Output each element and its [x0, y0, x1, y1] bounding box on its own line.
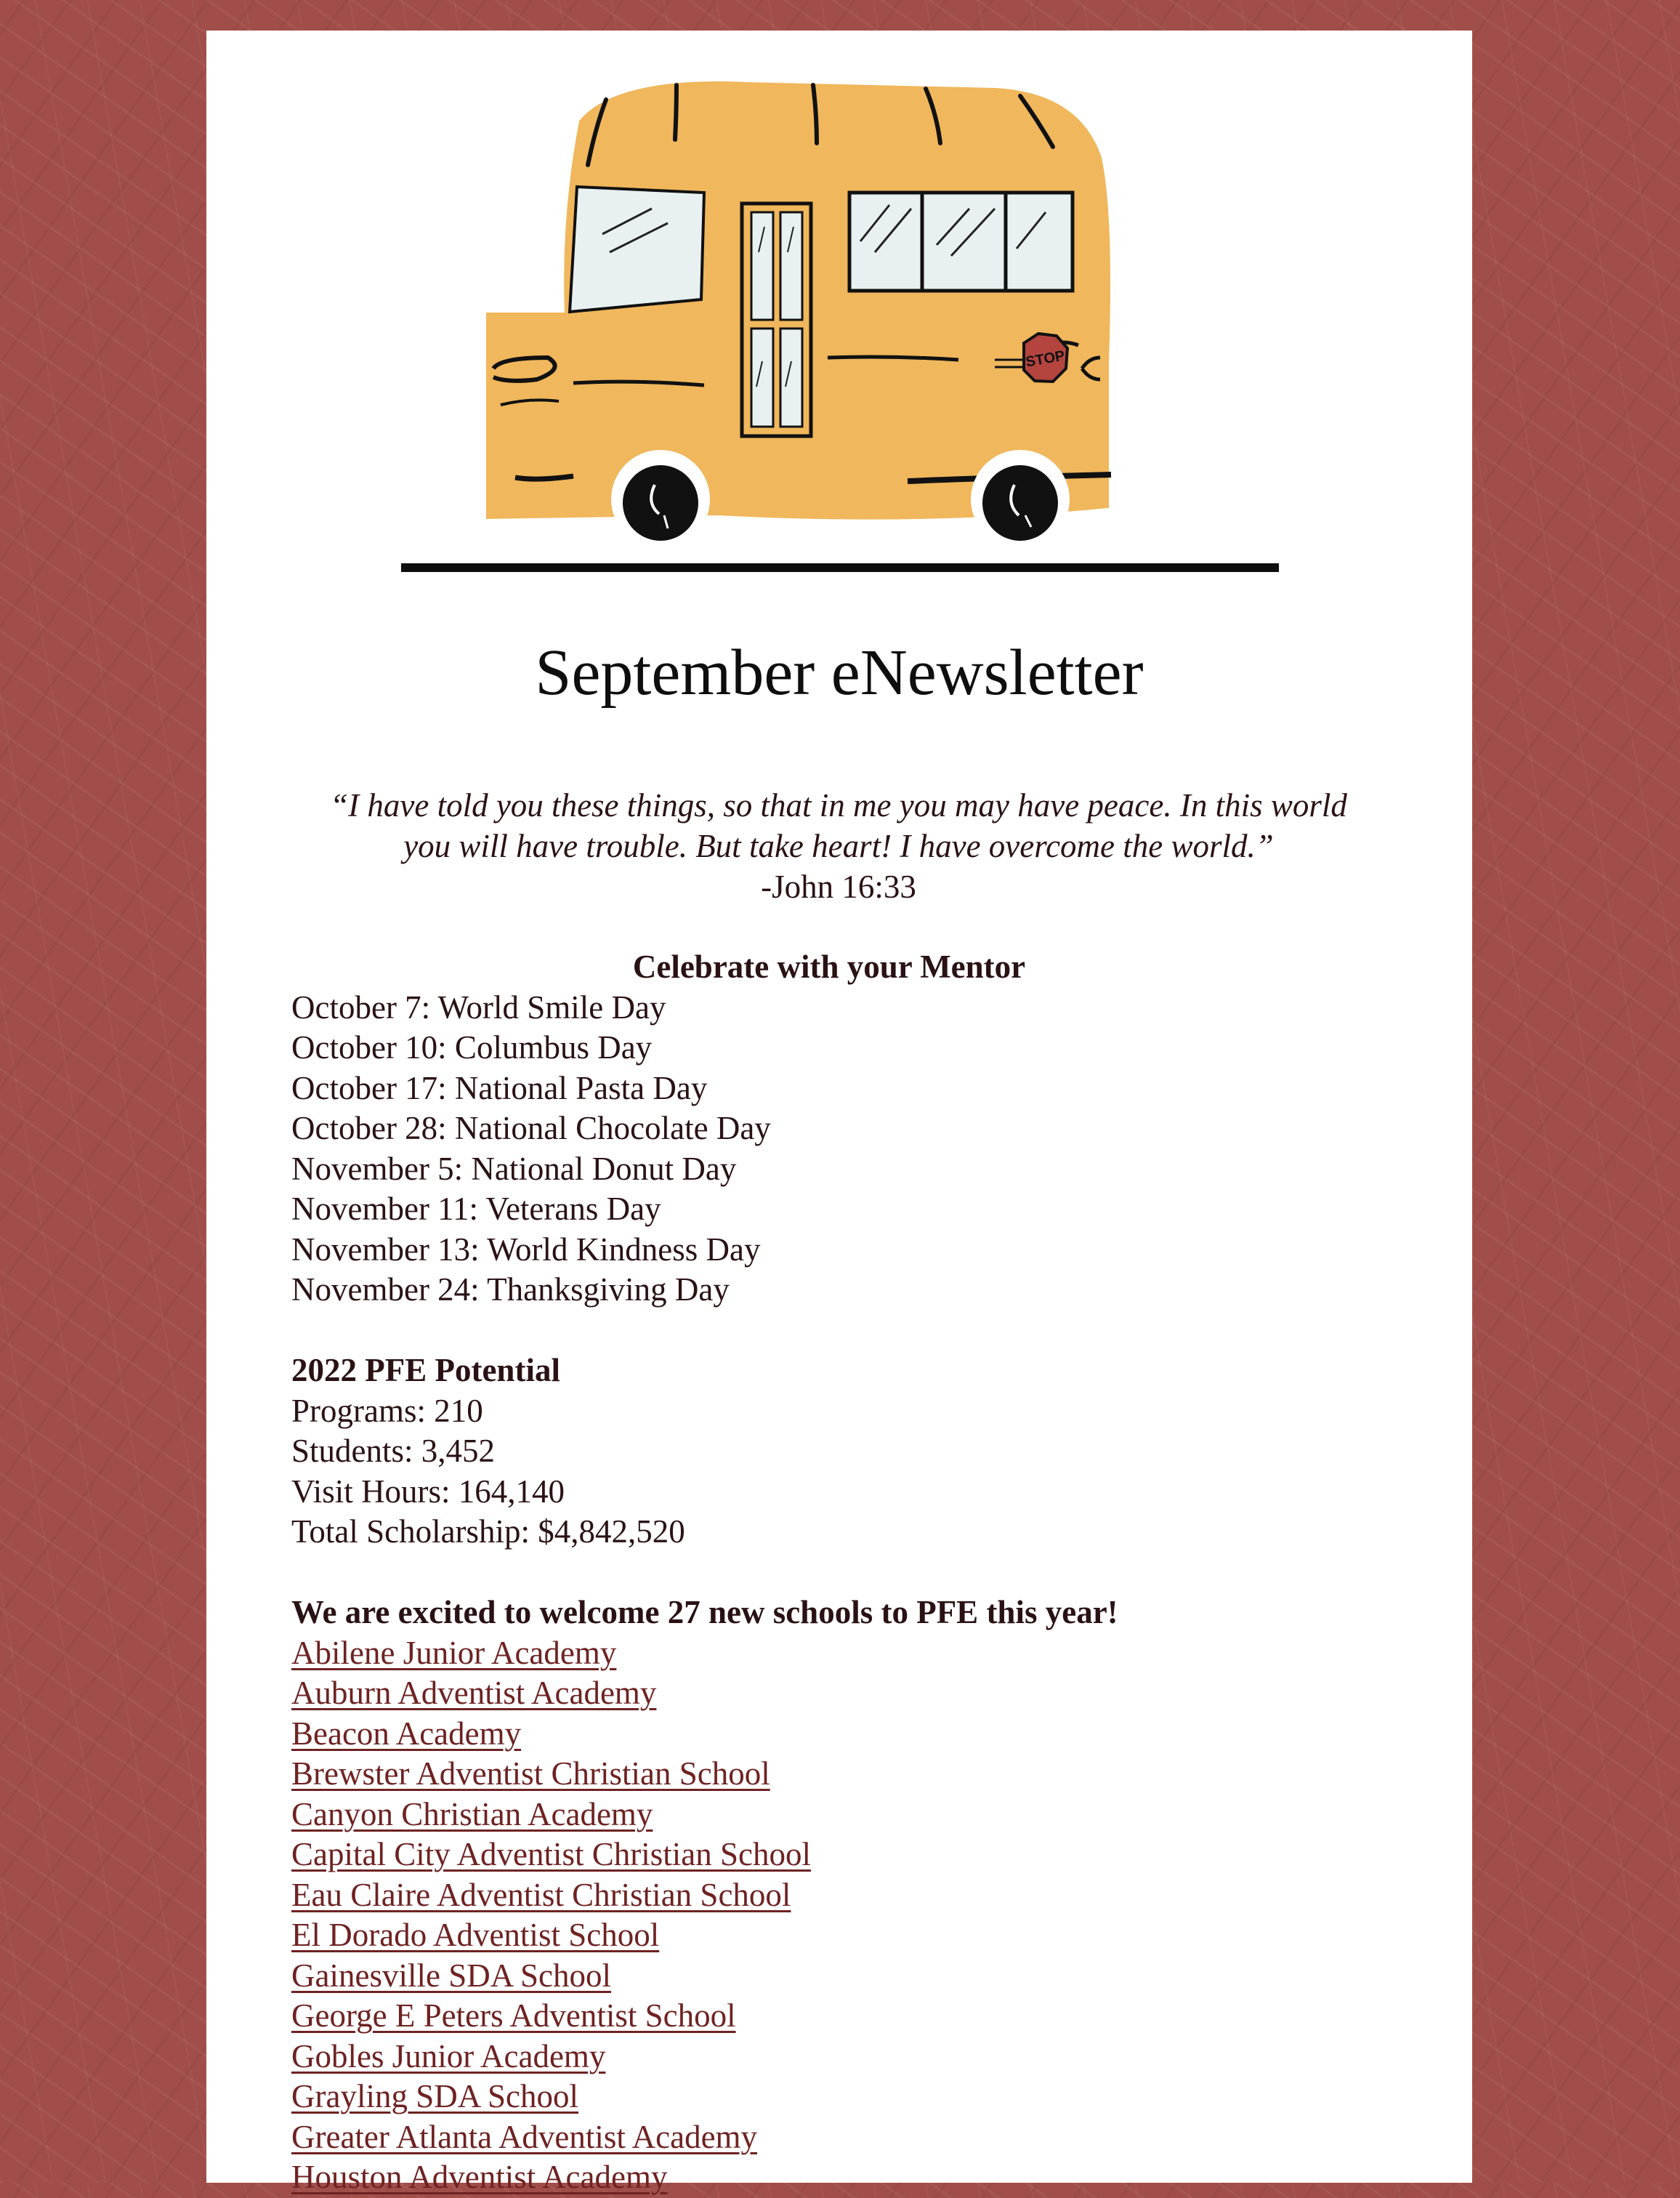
school-link[interactable]: George E Peters Adventist School — [291, 1997, 736, 2034]
school-link[interactable]: Greater Atlanta Adventist Academy — [291, 2118, 758, 2155]
celebrate-day: November 11: Veterans Day — [291, 1191, 661, 1227]
newsletter-title: September eNewsletter — [535, 637, 1144, 709]
celebrate-day: November 5: National Donut Day — [291, 1150, 737, 1187]
spacer — [291, 1311, 1396, 1351]
school-link[interactable]: Gainesville SDA School — [291, 1957, 611, 1994]
celebrate-day: October 7: World Smile Day — [291, 989, 666, 1026]
celebrate-day: November 13: World Kindness Day — [291, 1231, 761, 1268]
spacer — [291, 1553, 1396, 1593]
newsletter-page — [206, 31, 1472, 2195]
potential-heading: 2022 PFE Potential — [291, 1352, 560, 1388]
school-link[interactable]: El Dorado Adventist School — [291, 1917, 660, 1953]
school-link[interactable]: Houston Adventist Academy — [291, 2159, 668, 2195]
verse-line-2: you will have trouble. But take heart! I have overcome the world.” — [403, 828, 1274, 864]
school-link[interactable]: Auburn Adventist Academy — [291, 1675, 657, 1711]
celebrate-day: October 28: National Chocolate Day — [291, 1110, 771, 1146]
school-link[interactable]: Canyon Christian Academy — [291, 1795, 653, 1832]
celebrate-heading: Celebrate with your Mentor — [632, 949, 1026, 985]
school-link[interactable]: Abilene Junior Academy — [291, 1634, 617, 1671]
school-link[interactable]: Eau Claire Adventist Christian School — [291, 1876, 791, 1913]
header-divider — [401, 563, 1279, 572]
potential-stat: Total Scholarship: $4,842,520 — [291, 1513, 685, 1550]
potential-stat: Students: 3,452 — [291, 1433, 496, 1469]
celebrate-day: November 24: Thanksgiving Day — [291, 1271, 730, 1308]
school-link[interactable]: Beacon Academy — [291, 1715, 522, 1752]
school-link[interactable]: Gobles Junior Academy — [291, 2037, 606, 2074]
potential-stat: Visit Hours: 164,140 — [291, 1473, 565, 1510]
stop-sign-label: STOP — [1024, 347, 1067, 371]
celebrate-day: October 17: National Pasta Day — [291, 1069, 708, 1106]
school-link[interactable]: Capital City Adventist Christian School — [291, 1836, 811, 1872]
school-bus-illustration — [486, 71, 1206, 565]
verse-reference: -John 16:33 — [761, 869, 916, 905]
potential-stat: Programs: 210 — [291, 1392, 483, 1429]
school-link[interactable]: Grayling SDA School — [291, 2078, 579, 2114]
school-link[interactable]: Brewster Adventist Christian School — [291, 1755, 770, 1792]
celebrate-day: October 10: Columbus Day — [291, 1029, 653, 1066]
bible-verse — [272, 785, 1405, 907]
schools-heading: We are excited to welcome 27 new schools to PFE this year! — [291, 1594, 1118, 1630]
newsletter-content — [291, 947, 1396, 2198]
verse-line-1: “I have told you these things, so that in me you may have peace. In this world — [330, 787, 1347, 824]
